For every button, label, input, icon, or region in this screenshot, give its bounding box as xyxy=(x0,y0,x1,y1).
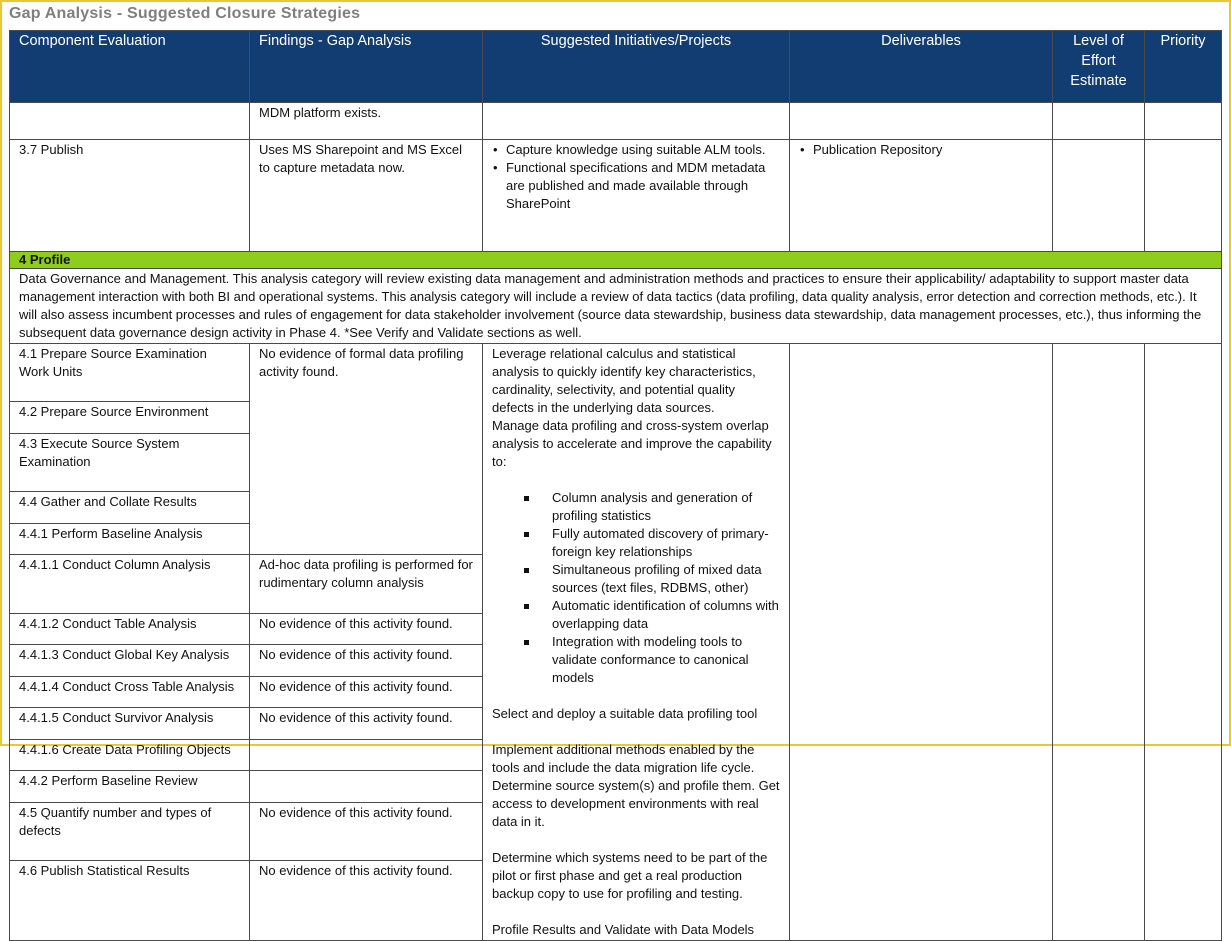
findings-cell: No evidence of this activity found. xyxy=(250,861,483,941)
section-description: Data Governance and Management. This analysis category will review existing data management and administration methods and practices to ensure their applicability/ adaptability to support master data management interaction with both BI and operational systems. This analysis category will include a review of data tactics (data profiling, data quality analysis, error detection and correction methods, etc.). It will also assess incumbent processes and rules of engagement for data stakeholder involvement (source data stewardship, business data stewardship, data management processes, etc.), thus informing the subsequent data governance design activity in Phase 4. *See Verify and Validate sections as well. xyxy=(10,269,1222,344)
component-cell: 4.4.1.3 Conduct Global Key Analysis xyxy=(10,645,250,676)
table-row xyxy=(10,140,1222,252)
list-item: Automatic identification of columns with overlapping data xyxy=(552,598,779,631)
header-priority: Priority xyxy=(1145,31,1222,103)
list-item: Fully automated discovery of primary-foreign key relationships xyxy=(552,525,780,561)
initiative-select: Select and deploy a suitable data profiling tool xyxy=(492,706,758,721)
initiative-intro: Leverage relational calculus and statistical analysis to quickly identify key characteristics, cardinality, selectivity, and potential quality defects in the underlying data sources. xyxy=(492,346,756,415)
table-row xyxy=(10,103,1222,140)
component-cell: 4.4.1.5 Conduct Survivor Analysis xyxy=(10,708,250,739)
header-deliverables: Deliverables xyxy=(790,31,1053,103)
initiatives-cell xyxy=(483,140,790,252)
list-item: • Capture knowledge using suitable ALM tools. xyxy=(506,141,780,159)
component-cell: 4.4.2 Perform Baseline Review xyxy=(10,771,250,802)
component-cell: 4.2 Prepare Source Environment xyxy=(10,402,250,433)
component-cell: 4.4.1.2 Conduct Table Analysis xyxy=(10,613,250,644)
section-description-row xyxy=(10,269,1222,344)
list-item: • Publication Repository xyxy=(813,141,1043,159)
document-title: Gap Analysis - Suggested Closure Strategies xyxy=(9,5,361,22)
findings-cell: No evidence of this activity found. xyxy=(250,676,483,707)
findings-cell: MDM platform exists. xyxy=(250,103,483,140)
component-cell: 3.7 Publish xyxy=(10,140,250,252)
header-component: Component Evaluation xyxy=(10,31,250,103)
component-cell: 4.3 Execute Source System Examination xyxy=(10,433,250,491)
findings-cell: No evidence of this activity found. xyxy=(250,802,483,860)
component-cell: 4.4 Gather and Collate Results xyxy=(10,492,250,523)
findings-cell: No evidence of formal data profiling activity found. xyxy=(250,344,483,555)
component-cell: 4.4.1.4 Conduct Cross Table Analysis xyxy=(10,676,250,707)
findings-cell: Uses MS Sharepoint and MS Excel to capture metadata now. xyxy=(250,140,483,252)
findings-cell: No evidence of this activity found. xyxy=(250,708,483,739)
component-cell: 4.4.1 Perform Baseline Analysis xyxy=(10,523,250,554)
section-row xyxy=(10,252,1222,269)
header-initiatives: Suggested Initiatives/Projects xyxy=(483,31,790,103)
component-cell: 4.6 Publish Statistical Results xyxy=(10,861,250,941)
component-cell: 4.1 Prepare Source Examination Work Units xyxy=(10,344,250,402)
header-row xyxy=(10,31,1222,103)
gap-analysis-table xyxy=(9,30,1222,941)
list-item: • Functional specifications and MDM metadata are published and made available through SharePoint xyxy=(506,159,780,213)
section-label: 4 Profile xyxy=(10,252,1222,269)
findings-cell: Ad-hoc data profiling is performed for rudimentary column analysis xyxy=(250,555,483,613)
list-item: Integration with modeling tools to validate conformance to canonical models xyxy=(552,633,780,687)
initiative-determine: Determine which systems need to be part of the pilot or first phase and get a real production backup copy to use for profiling and testing. xyxy=(492,850,768,901)
initiative-implement: Implement additional methods enabled by the tools and include the data migration life cycle. Determine source system(s) and profile them. Get access to development environments with real data in it. xyxy=(492,742,780,829)
findings-cell: No evidence of this activity found. xyxy=(250,613,483,644)
component-cell: 4.4.1.1 Conduct Column Analysis xyxy=(10,555,250,613)
component-cell: 4.4.1.6 Create Data Profiling Objects xyxy=(10,739,250,770)
initiative-profile: Profile Results and Validate with Data Models xyxy=(492,922,755,937)
deliverables-cell xyxy=(790,140,1053,252)
initiative-manage: Manage data profiling and cross-system overlap analysis to accelerate and improve the capability to: xyxy=(492,418,772,469)
table-row xyxy=(10,344,1222,402)
capability-list xyxy=(492,489,780,687)
component-cell: 4.5 Quantify number and types of defects xyxy=(10,802,250,860)
list-item: Column analysis and generation of profiling statistics xyxy=(552,489,780,525)
initiatives-cell xyxy=(483,344,790,941)
findings-cell: No evidence of this activity found. xyxy=(250,645,483,676)
list-item: Simultaneous profiling of mixed data sources (text files, RDBMS, other) xyxy=(552,561,780,597)
header-effort: Level of Effort Estimate xyxy=(1053,31,1145,103)
header-findings: Findings - Gap Analysis xyxy=(250,31,483,103)
